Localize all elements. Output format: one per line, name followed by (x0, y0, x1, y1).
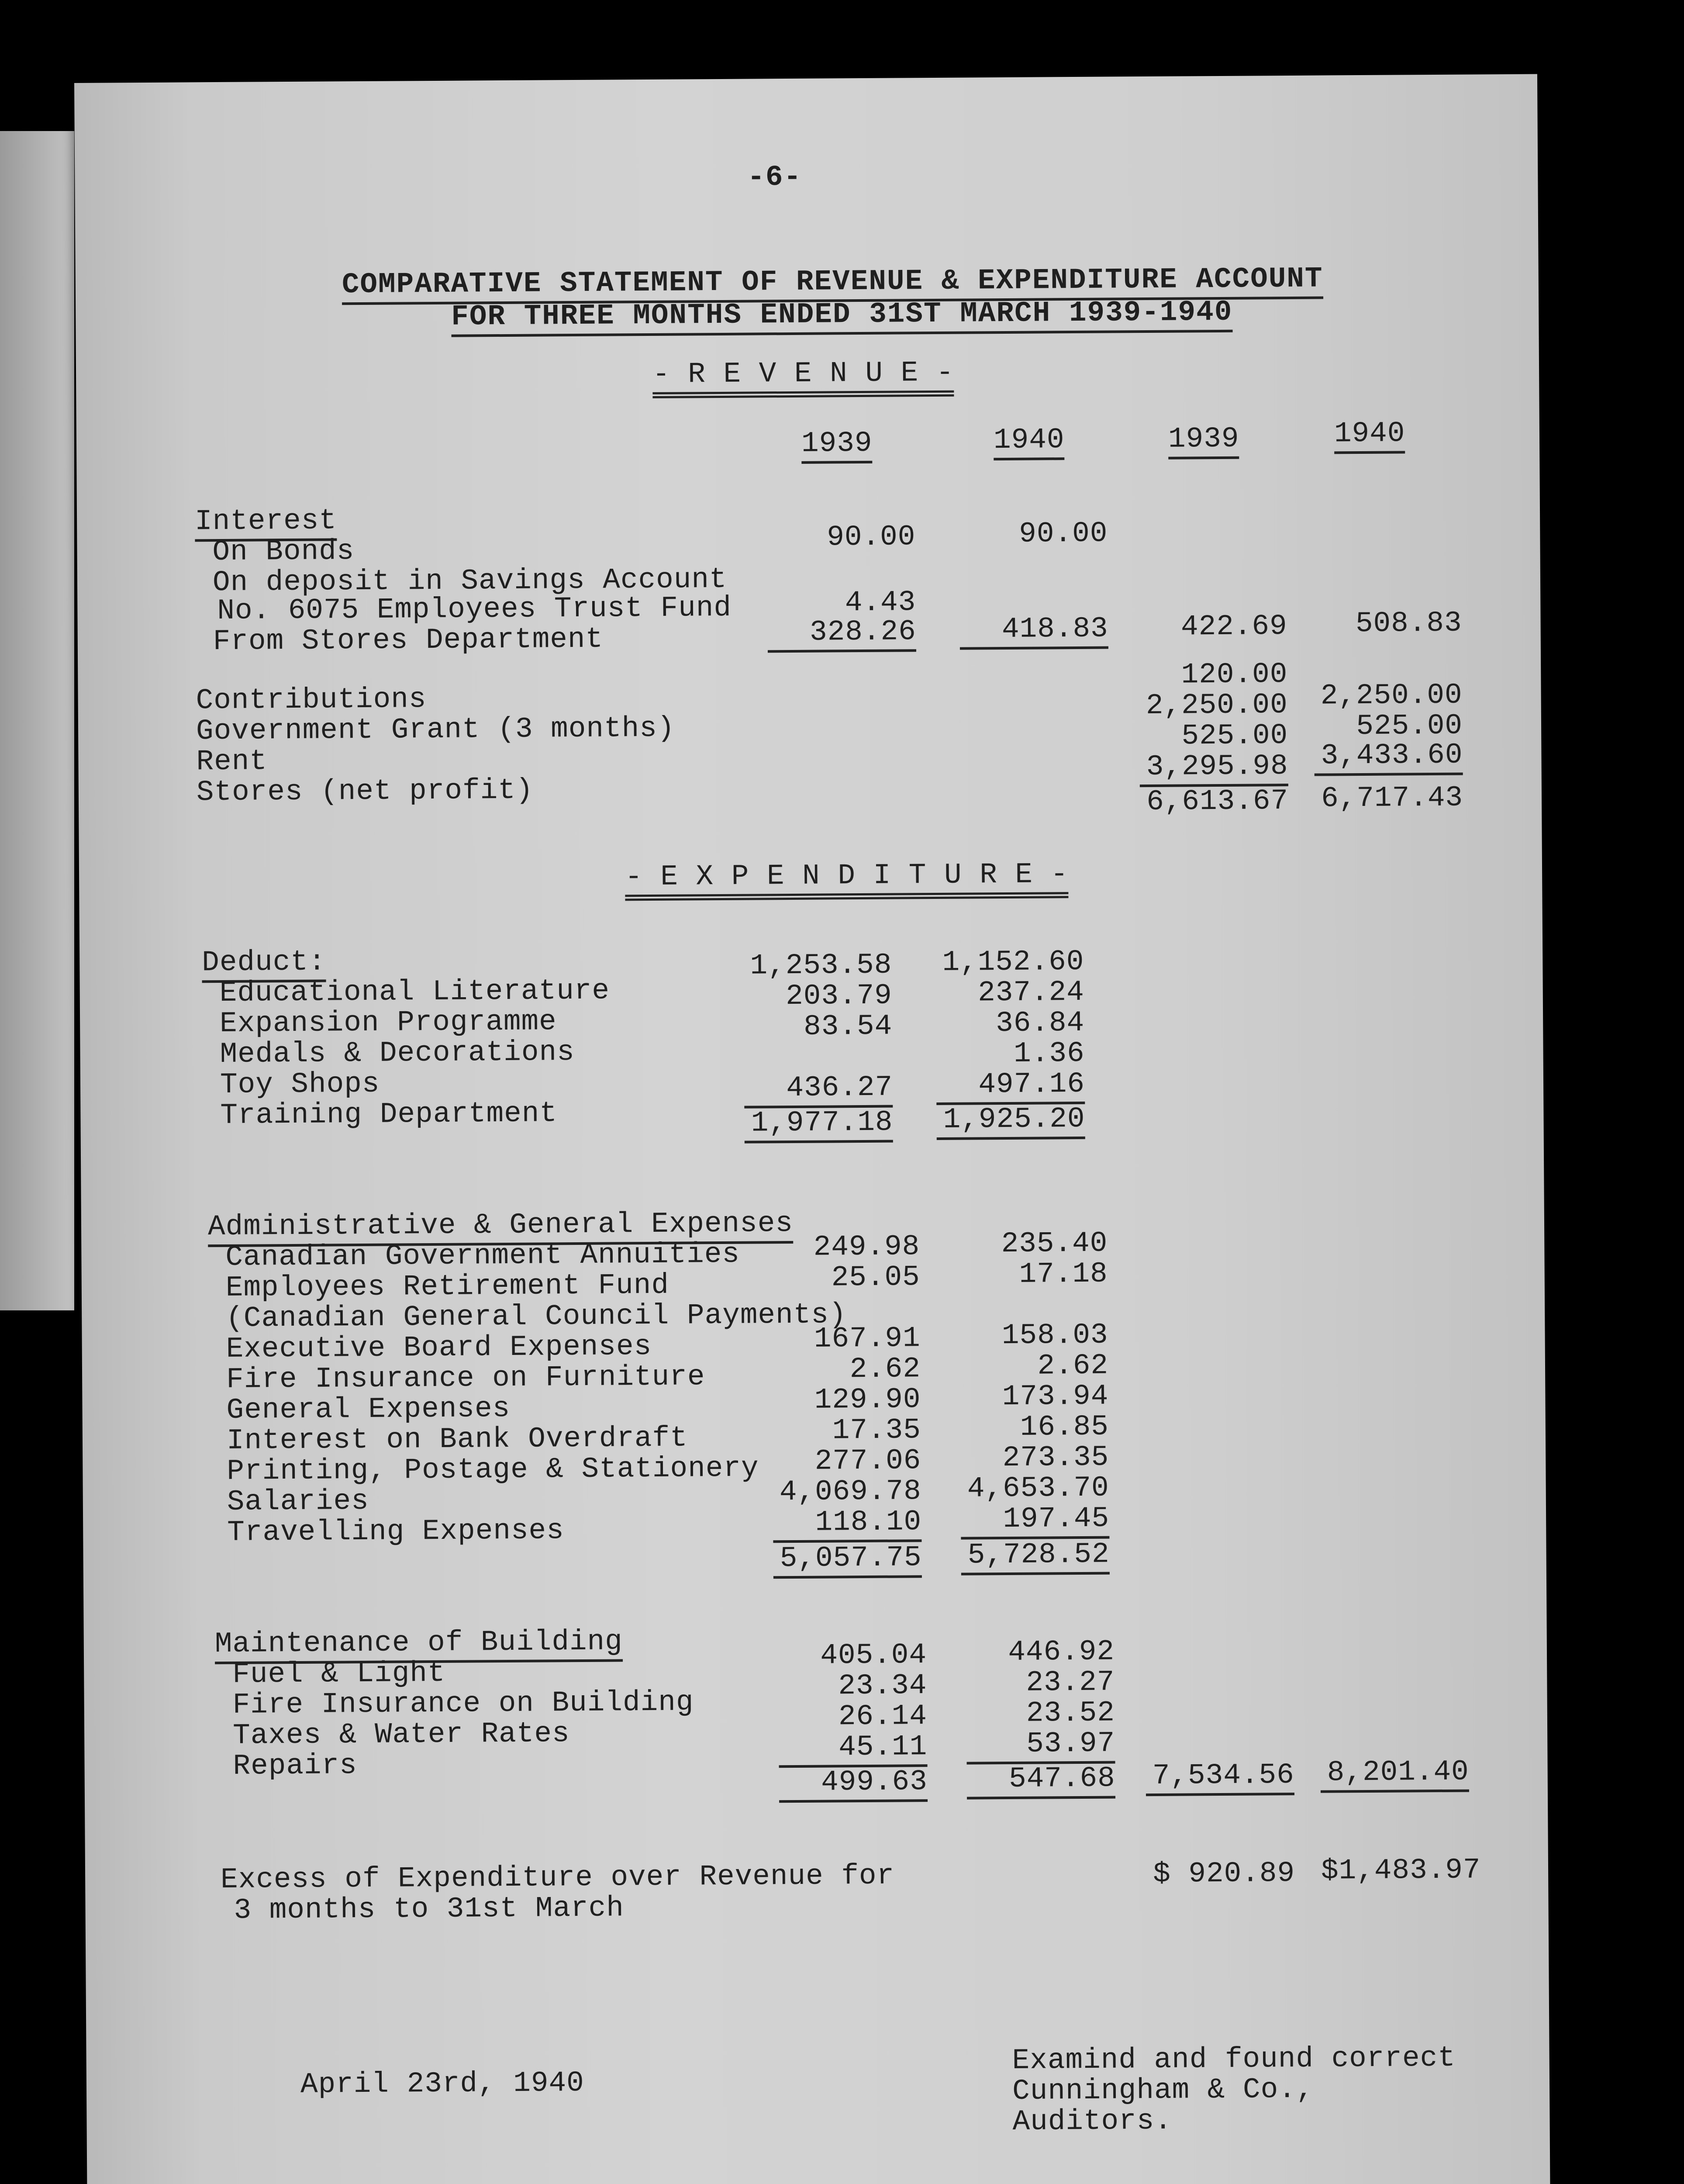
admin-row-5-1940: 2.62 (1037, 1349, 1109, 1382)
col-header-1940a: 1940 (994, 424, 1065, 460)
maint-row-3-1940: 23.52 (1026, 1696, 1115, 1730)
maint-row-4-1940: 53.97 (966, 1728, 1115, 1765)
paper-edge (0, 131, 74, 1310)
expenditure-total-1939: 7,534.56 (1146, 1759, 1294, 1796)
admin-row-6-1939: 129.90 (814, 1383, 921, 1417)
admin-row-1-1940: 235.40 (1001, 1227, 1108, 1261)
auditor-line-1: Examind and found correct (1012, 2041, 1456, 2077)
admin-heading: Administrative & General Expenses (208, 1208, 793, 1247)
rent-1939: 525.00 (1181, 719, 1288, 753)
deduct-row-2-1940: 237.24 (977, 975, 1084, 1009)
excess-1940: $1,483.97 (1321, 1853, 1481, 1887)
col-header-1939b: 1939 (1168, 423, 1239, 460)
interest-total-1940: 508.83 (1355, 606, 1462, 640)
maint-total-1939: 499.63 (779, 1766, 928, 1803)
statement-date: April 23rd, 1940 (300, 2066, 584, 2101)
admin-row-8-label: Printing, Postage & Stationery (227, 1451, 759, 1488)
rent-label: Rent (196, 745, 268, 778)
contributions-1940: 2,250.00 (1320, 678, 1463, 712)
maint-row-2-1940: 23.27 (1026, 1666, 1115, 1699)
deduct-row-3-1940: 36.84 (995, 1006, 1085, 1040)
deduct-row-3-1939: 83.54 (803, 1009, 893, 1043)
col-header-1940b: 1940 (1334, 418, 1405, 454)
grant-1939: 2,250.00 (1146, 688, 1288, 722)
deduct-row-2-1939: 203.79 (785, 979, 893, 1013)
deduct-row-1-1940: 1,152.60 (942, 945, 1084, 979)
deduct-row-4-1940: 1.36 (1013, 1037, 1085, 1070)
admin-row-9-1940: 4,653.70 (967, 1471, 1109, 1505)
deduct-row-4-label: Toy Shops (220, 1067, 380, 1102)
deduct-total-1940: 1,925.20 (936, 1103, 1085, 1140)
document-page (74, 74, 1552, 2184)
admin-row-10-label: Travelling Expenses (227, 1514, 565, 1549)
admin-row-5-label: Fire Insurance on Furniture (226, 1360, 705, 1396)
admin-row-2-1939: 25.05 (831, 1261, 920, 1294)
admin-row-9-label: Salaries (227, 1484, 369, 1518)
deduct-total-1939: 1,977.18 (744, 1107, 893, 1144)
auditor-line-3: Auditors. (1012, 2104, 1173, 2138)
admin-row-7-1940: 16.85 (1020, 1410, 1109, 1444)
trust-label: No. 6075 Employees Trust Fund (217, 591, 732, 628)
admin-row-2-label: Employees Retirement Fund (225, 1268, 669, 1304)
deduct-row-5-1939: 436.27 (744, 1072, 893, 1109)
maint-row-2-1939: 23.34 (838, 1669, 927, 1703)
expenditure-heading: - E X P E N D I T U R E - (625, 859, 1069, 901)
admin-row-2-1940: 17.18 (1019, 1257, 1108, 1291)
admin-row-3-label: (Canadian General Council Payments) (226, 1298, 847, 1335)
interest-heading: Interest (195, 505, 337, 542)
title-line-1: COMPARATIVE STATEMENT OF REVENUE & EXPENDITURE ACCOUNT (342, 263, 1323, 305)
title-line-2: FOR THREE MONTHS ENDED 31ST MARCH 1939-1940 (451, 297, 1233, 337)
admin-row-6-label: General Expenses (226, 1392, 511, 1427)
deduct-row-1-label: Educational Literature (219, 974, 610, 1010)
on-bonds-1939: 90.00 (827, 520, 916, 554)
auditor-line-2: Cunningham & Co., (1012, 2073, 1314, 2108)
revenue-heading: - R E V E N U E - (652, 357, 954, 398)
stores-dept-label: From Stores Department (213, 622, 604, 658)
admin-row-1-1939: 249.98 (813, 1230, 920, 1264)
stores-profit-1939: 3,295.98 (1139, 750, 1288, 787)
on-bonds-1940: 90.00 (1019, 517, 1108, 550)
contributions-1939: 120.00 (1181, 658, 1288, 691)
grant-1940: 525.00 (1356, 709, 1463, 743)
deduct-heading: Deduct: (202, 947, 326, 983)
rent-1940: 3,433.60 (1314, 740, 1463, 776)
maint-row-1-1939: 405.04 (820, 1638, 927, 1672)
on-bonds-label: On Bonds (212, 535, 355, 569)
admin-row-8-1939: 277.06 (814, 1444, 921, 1478)
savings-label: On deposit in Savings Account (212, 563, 727, 599)
maint-row-1-label: Fuel & Light (232, 1656, 445, 1691)
contributions-label: Contributions (196, 683, 427, 717)
excess-line-2: 3 months to 31st March (234, 1891, 625, 1927)
expenditure-total-1940: 8,201.40 (1320, 1756, 1469, 1793)
maint-row-4-1939: 45.11 (779, 1731, 927, 1768)
maint-row-3-1939: 26.14 (838, 1700, 928, 1733)
stores-profit-label: Stores (net profit) (196, 774, 534, 809)
deduct-row-2-label: Expansion Programme (219, 1005, 557, 1040)
deduct-row-5-1940: 497.16 (936, 1068, 1085, 1105)
stores-dept-1939: 328.26 (767, 616, 916, 653)
maint-row-2-label: Fire Insurance on Building (232, 1686, 694, 1721)
deduct-row-1-1939: 1,253.58 (750, 948, 892, 982)
deduct-row-3-label: Medals & Decorations (220, 1036, 575, 1071)
admin-row-8-1940: 273.35 (1002, 1441, 1109, 1475)
admin-row-4-1940: 158.03 (1001, 1318, 1108, 1352)
grant-label: Government Grant (3 months) (196, 712, 675, 748)
maint-row-1-1940: 446.92 (1008, 1635, 1115, 1669)
interest-total-1939: 422.69 (1180, 610, 1287, 643)
excess-1939: $ 920.89 (1153, 1857, 1295, 1890)
admin-row-4-label: Executive Board Expenses (226, 1330, 652, 1365)
excess-line-1: Excess of Expenditure over Revenue for (220, 1859, 895, 1897)
admin-row-6-1940: 173.94 (1002, 1379, 1109, 1413)
col-header-1939a: 1939 (801, 428, 873, 464)
maint-row-4-label: Repairs (233, 1749, 358, 1783)
stores-dept-1940: 418.83 (959, 613, 1108, 650)
deduct-row-5-label: Training Department (220, 1097, 558, 1132)
maint-row-3-label: Taxes & Water Rates (232, 1717, 570, 1752)
admin-row-9-1939: 4,069.78 (779, 1475, 921, 1509)
maintenance-heading: Maintenance of Building (215, 1626, 623, 1664)
maint-total-1940: 547.68 (967, 1763, 1115, 1800)
admin-total-1940: 5,728.52 (961, 1539, 1109, 1576)
admin-row-7-1939: 17.35 (832, 1413, 921, 1447)
admin-row-7-label: Interest on Bank Overdraft (226, 1421, 688, 1457)
page-number: -6- (747, 160, 802, 194)
admin-row-10-1940: 197.45 (961, 1503, 1109, 1540)
revenue-total-1939: 6,613.67 (1146, 784, 1289, 819)
admin-total-1939: 5,057.75 (773, 1542, 921, 1579)
admin-row-4-1939: 167.91 (814, 1322, 921, 1355)
trust-1939: 4.43 (845, 586, 916, 619)
admin-row-10-1939: 118.10 (773, 1506, 921, 1543)
admin-row-5-1939: 2.62 (849, 1352, 921, 1386)
revenue-total-1940: 6,717.43 (1321, 781, 1463, 815)
admin-row-1-label: Canadian Government Annuities (225, 1237, 740, 1274)
